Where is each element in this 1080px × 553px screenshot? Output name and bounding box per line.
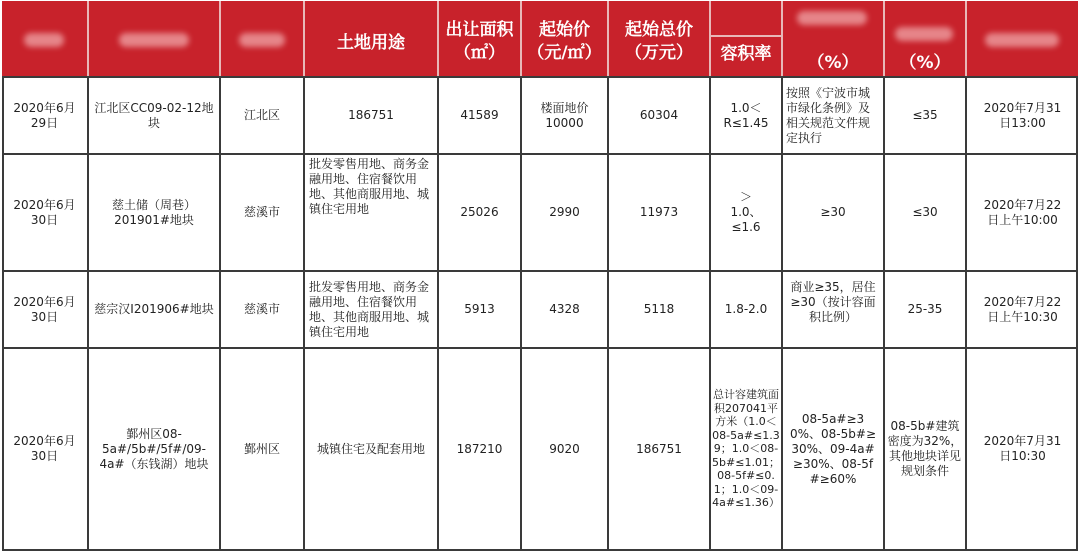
column-divider: [1076, 76, 1078, 551]
blurred-header-text: [239, 33, 285, 47]
row4-green-rate: 08-5a#≥30%、08-5b#≥30%、09-4a#≥30%、08-5f#≥60%: [783, 349, 883, 549]
header-land-use: [305, 1, 437, 76]
row-divider: [2, 270, 1078, 272]
header-start-price-unit: （元/㎡）: [527, 43, 602, 63]
header-area-label: 出让面积: [445, 20, 514, 40]
row1-green-rate: 按照《宁波市城市绿化条例》及相关规范文件规定执行: [783, 78, 883, 153]
row-divider: [2, 76, 1078, 78]
row2-area: 25026: [439, 155, 520, 270]
header-divider: [607, 1, 609, 76]
header-total-price-label: 起始总价: [625, 20, 693, 40]
row4-parcel: 鄞州区08-5a#/5b#/5f#/09-4a#（东钱湖）地块: [89, 349, 219, 549]
row2-total-price: 11973: [609, 155, 709, 270]
row2-start-price: 2990: [522, 155, 607, 270]
row3-land-use: 批发零售用地、商务金融用地、住宿餐饮用地、其他商服用地、城镇住宅用地: [305, 272, 437, 347]
header-divider: [219, 1, 221, 76]
blurred-header-text: [895, 27, 953, 41]
row3-total-price: 5118: [609, 272, 709, 347]
header-divider: [883, 1, 885, 76]
header-plot-ratio-label: 容积率: [720, 44, 772, 64]
header-area: [439, 1, 520, 76]
row2-density: ≤30: [885, 155, 965, 270]
row1-start-price: 楼面地价10000: [522, 78, 607, 153]
header-divider: [303, 1, 305, 76]
header-land-use-label: 土地用途: [337, 33, 405, 53]
column-divider: [883, 76, 885, 551]
row2-deadline: 2020年7月22日上午10:00: [967, 155, 1078, 270]
header-total-price-unit: （万元）: [625, 43, 693, 63]
row2-land-use: 批发零售用地、商务金融用地、住宿餐饮用地、其他商服用地、城镇住宅用地: [305, 155, 437, 270]
row2-green-rate: ≥30: [783, 155, 883, 270]
header-start-price: [522, 1, 607, 76]
row3-date: 2020年6月30日: [2, 272, 87, 347]
header-divider: [437, 1, 439, 76]
header-green-rate-unit: （%）: [807, 53, 859, 73]
row4-district: 鄞州区: [221, 349, 303, 549]
column-divider: [709, 76, 711, 551]
row1-land-use: 186751: [305, 78, 437, 153]
column-divider: [87, 76, 89, 551]
row2-date: 2020年6月30日: [2, 155, 87, 270]
row-divider: [2, 549, 1078, 551]
header-area-unit: （㎡）: [454, 43, 505, 63]
row4-total-price: 186751: [609, 349, 709, 549]
row1-parcel: 江北区CC09-02-12地块: [89, 78, 219, 153]
row3-plot-ratio: 1.8-2.0: [711, 272, 781, 347]
row3-parcel: 慈宗汉I201906#地块: [89, 272, 219, 347]
header-start-price-label: 起始价: [539, 20, 590, 40]
row4-start-price: 9020: [522, 349, 607, 549]
column-divider: [437, 76, 439, 551]
row2-plot-ratio: ＞1.0、≤1.6: [711, 155, 781, 270]
row2-district: 慈溪市: [221, 155, 303, 270]
header-divider: [781, 1, 783, 76]
row1-total-price: 60304: [609, 78, 709, 153]
row4-land-use: 城镇住宅及配套用地: [305, 349, 437, 549]
row4-deadline: 2020年7月31日10:30: [967, 349, 1078, 549]
row3-area: 5913: [439, 272, 520, 347]
column-divider: [303, 76, 305, 551]
row1-density: ≤35: [885, 78, 965, 153]
header-deadline: [967, 1, 1078, 76]
header-divider: [709, 35, 781, 37]
header-green-rate: [783, 1, 883, 76]
column-divider: [520, 76, 522, 551]
row3-district: 慈溪市: [221, 272, 303, 347]
row3-deadline: 2020年7月22日上午10:30: [967, 272, 1078, 347]
row4-plot-ratio: 总计容建筑面积207041平方米（1.0＜08-5a#≤1.39；1.0＜08-5b#≤1.01；08-5f#≤0.1；1.0＜09-4a#≤1.36）: [711, 349, 781, 549]
header-divider: [965, 1, 967, 76]
blurred-header-text: [797, 11, 867, 25]
row1-plot-ratio: 1.0＜R≤1.45: [711, 78, 781, 153]
header-divider: [709, 1, 711, 76]
row1-district: 江北区: [221, 78, 303, 153]
header-date: [2, 1, 87, 76]
row4-area: 187210: [439, 349, 520, 549]
row3-start-price: 4328: [522, 272, 607, 347]
header-divider: [520, 1, 522, 76]
blurred-header-text: [24, 33, 64, 47]
column-divider: [781, 76, 783, 551]
row1-area: 41589: [439, 78, 520, 153]
blurred-header-text: [985, 33, 1059, 47]
row1-deadline: 2020年7月31日13:00: [967, 78, 1078, 153]
column-divider: [965, 76, 967, 551]
row2-parcel: 慈土储（周巷）201901#地块: [89, 155, 219, 270]
column-divider: [2, 76, 4, 551]
blurred-header-text: [119, 33, 189, 47]
column-divider: [219, 76, 221, 551]
row4-density: 08-5b#建筑密度为32%，其他地块详见规划条件: [885, 349, 965, 549]
row-divider: [2, 153, 1078, 155]
header-density: [885, 1, 965, 76]
header-density-unit: （%）: [899, 53, 951, 73]
row4-date: 2020年6月30日: [2, 349, 87, 549]
header-divider: [87, 1, 89, 76]
row1-date: 2020年6月29日: [2, 78, 87, 153]
column-divider: [607, 76, 609, 551]
row3-density: 25-35: [885, 272, 965, 347]
land-auction-table: [2, 1, 1078, 551]
header-plot-ratio: [711, 1, 781, 76]
row3-green-rate: 商业≥35，居住≥30（按计容面积比例）: [783, 272, 883, 347]
row-divider: [2, 347, 1078, 349]
header-parcel: [89, 1, 219, 76]
header-district: [221, 1, 303, 76]
header-total-price: [609, 1, 709, 76]
